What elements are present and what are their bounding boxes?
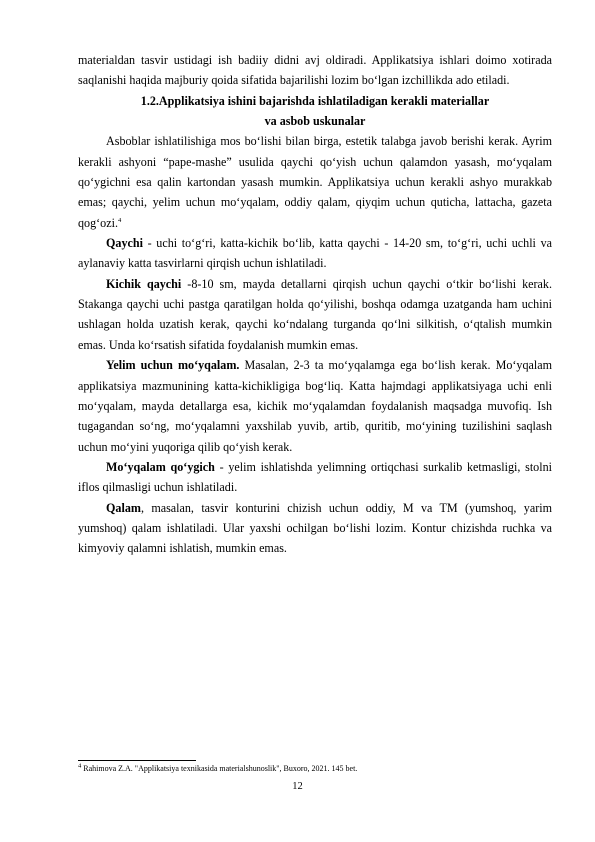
section-heading [78,91,552,132]
footnote-ref: 4 [117,216,122,224]
paragraph-tools-text: Asboblar ishlatilishiga mos bo‘lishi bilan birga, estetik talabga javob berishi kerak. Ayrim kerakli ashyoni “pape-mashe” usulida qaychi qo‘yish uchun qalamdon yasash, mo‘yqalam qo‘ygichni esa qalin kartondan yasash mumkin. Applikatsiya uchun kerakli ashyo murakkab emas; qaychi, yelim uchun mo‘yqalam, oddiy qalam, qiyqim uchun quticha, lattacha, gazeta qog‘ozi. [78,134,552,230]
paragraph-brush-holder [78,457,552,498]
page-body [78,50,552,559]
paragraph-scissors-text: - uchi to‘g‘ri, katta-kichik bo‘lib, katta qaychi - 14-20 sm, to‘g‘ri, uchi uchli va aylanaviy katta tasvirlarni qirqish uchun ishlatiladi. [78,236,552,271]
term-small-scissors: Kichik qaychi [106,276,182,291]
paragraph-glue-brush [78,355,552,457]
footnote-number: 4 [78,762,82,770]
paragraph-tools [78,131,552,233]
section-heading-line2: va asbob uskunalar [264,114,366,129]
page-number: 12 [292,781,303,792]
term-scissors: Qaychi [106,236,143,251]
paragraph-scissors [78,233,552,274]
term-pencil: Qalam [106,500,141,515]
term-brush-holder: Mo‘yqalam qo‘ygich [106,459,215,474]
term-glue-brush: Yelim uchun mo‘yqalam. [106,358,240,373]
footnote-text: Rahimova Z.A. "Applikatsiya texnikasida materialshunoslik", Buxoro, 2021. 145 bet. [81,764,358,773]
paragraph-small-scissors [78,274,552,355]
paragraph-pencil-text: , masalan, tasvir konturini chizish uchun oddiy, M va TM (yumshoq, yarim yumshoq) qalam ishlatiladi. Ular yaxshi ochilgan bo‘lishi lozim. Kontur chizishda ruchka va kimyoviy qalamni ishlatish, mumkin emas. [78,500,552,556]
paragraph-brush-holder-text: - yelim ishlatishda yelimning ortiqchasi surkalib ketmasligi, stolni iflos qilmasligi uchun ishlatiladi. [78,459,552,495]
section-heading-line1: 1.2.Applikatsiya ishini bajarishda ishlatiladigan kerakli materiallar [140,93,490,108]
paragraph-small-scissors-text: -8-10 sm, mayda detallarni qirqish uchun qaychi o‘tkir bo‘lishi kerak. Stakanga qaychi uchi pastga qaratilgan holda qo‘yilishi, boshqa odamga uzatganda ham uchini ushlagan holda uzatish kerak, qaychi ko‘ndalang turganda qo‘lni silkitish, o‘qtalish mumkin emas. Unda ko‘rsatish sifatida foydalanish mumkin emas. [78,276,552,352]
footnote [78,763,357,774]
paragraph-glue-brush-text: Masalan, 2-3 ta mo‘yqalamga ega bo‘lish kerak. Mo‘yqalam applikatsiya mazmunining katta-kichikligiga bog‘liq. Katta hajmdagi applikatsiyaga uchi enli mo‘yqalam, mayda detallarga esa, kichik mo‘yqalamdan foydalanish maqsadga muvofiq. Ish tugagandan so‘ng, mo‘yqalamni yaxshilab yuvib, artib, quritib, mo‘yining tuzilishini saqlash uchun mo‘yini yuqoriga qilib qo‘yish kerak. [78,358,552,454]
footnote-separator [78,760,196,761]
paragraph-intro: materialdan tasvir ustidagi ish badiiy didni avj oldiradi. Applikatsiya ishlari doimo xotirada saqlanishi haqida majburiy qoida sifatida bajarilishi lozim bo‘lgan izchillikda ado etiladi. [78,53,552,88]
paragraph-pencil [78,498,552,559]
